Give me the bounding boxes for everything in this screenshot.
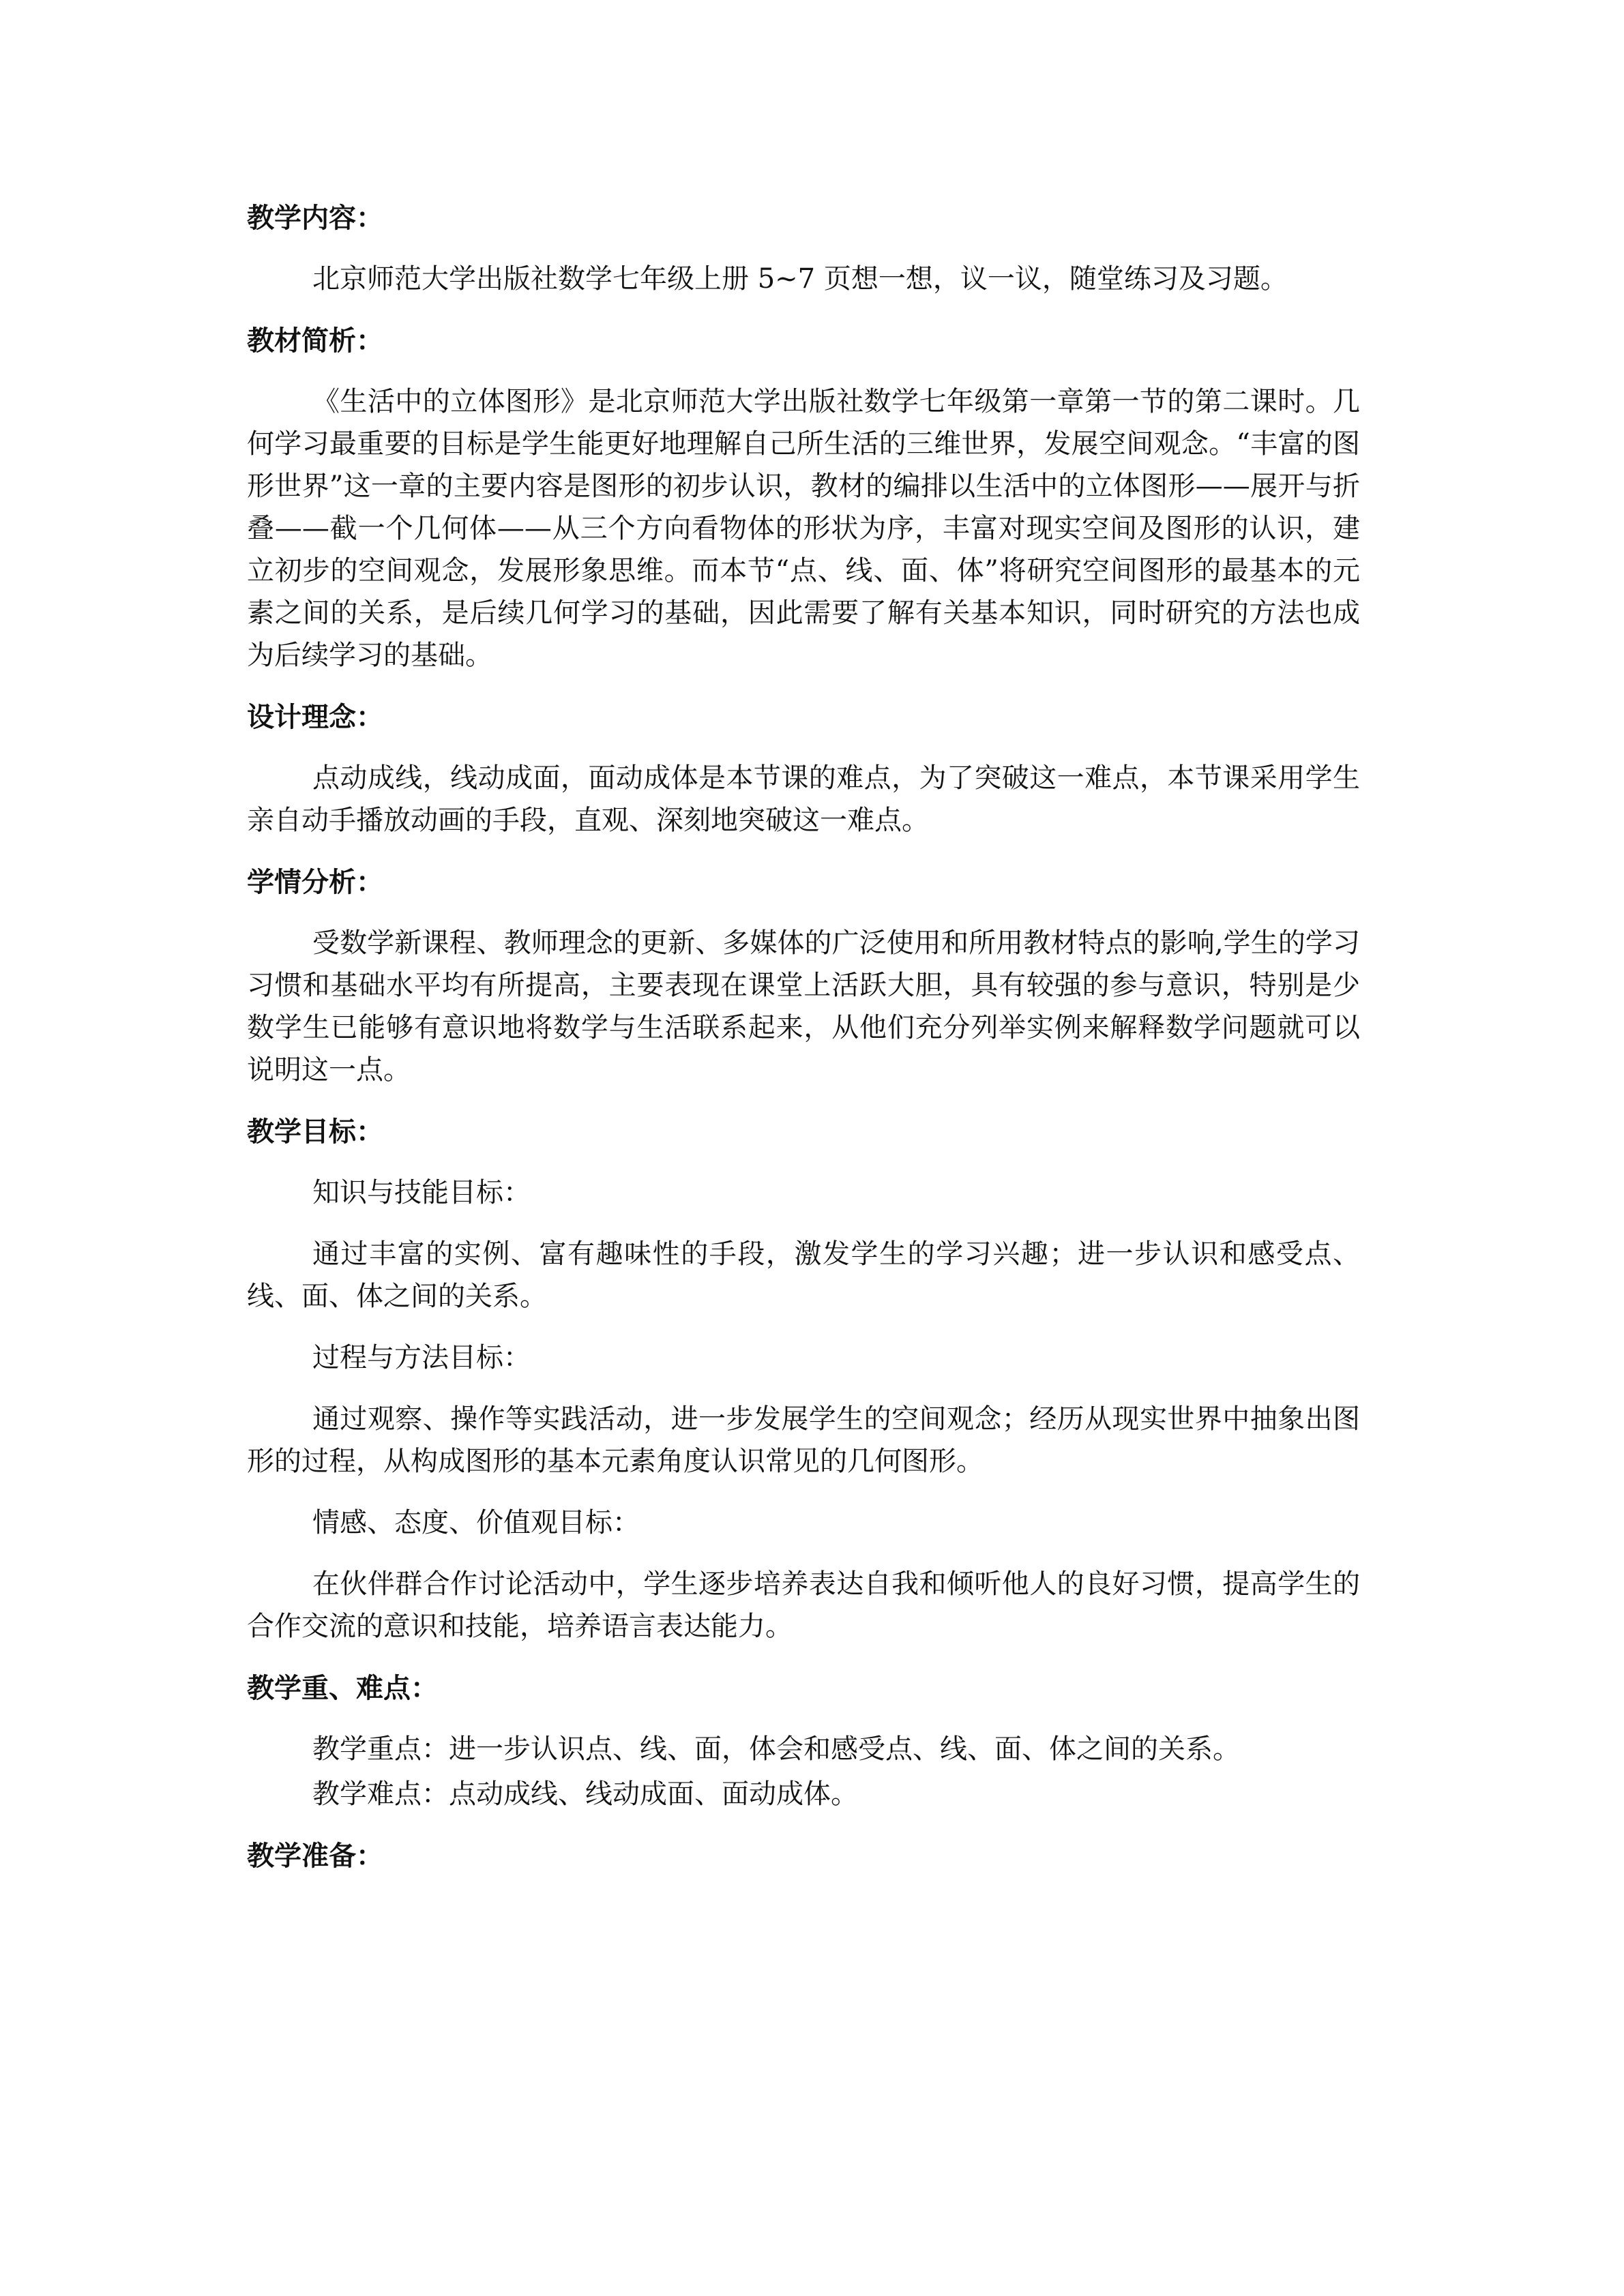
heading-teaching-content: 教学内容：: [247, 203, 383, 234]
paragraph-textbook-analysis: 《生活中的立体图形》是北京师范大学出版社数学七年级第一章第一节的第二课时。几何学习最重要的目标是学生能更好地理解自己所生活的三维世界，发展空间观念。“丰富的图形世界”这一章的主要内容是图形的初步认识，教材的编排以生活中的立体图形——展开与折叠——截一个几何体——从三个方向看物体的形状为序，丰富对现实空间及图形的认识，建立初步的空间观念，发展形象思维。而本节“点、线、面、体”将研究空间图形的最基本的元素之间的关系，是后续几何学习的基础，因此需要了解有关基本知识，同时研究的方法也成为后续学习的基础。: [247, 386, 1360, 671]
heading-teaching-preparation: 教学准备：: [247, 1840, 383, 1872]
label-knowledge-goals: 知识与技能目标：: [312, 1177, 531, 1208]
paragraph-difficult-point: 教学难点：点动成线、线动成面、面动成体。: [312, 1778, 858, 1810]
heading-key-difficult-points: 教学重、难点：: [247, 1673, 438, 1704]
paragraph-process-goals: 通过观察、操作等实践活动，进一步发展学生的空间观念；经历从现实世界中抽象出图形的过程，从构成图形的基本元素角度认识常见的几何图形。: [247, 1403, 1360, 1477]
heading-textbook-analysis: 教材简析：: [247, 325, 383, 357]
paragraph-design-concept: 点动成线，线动成面，面动成体是本节课的难点，为了突破这一难点，本节课采用学生亲自动手播放动画的手段，直观、深刻地突破这一难点。: [247, 762, 1360, 836]
label-emotion-goals: 情感、态度、价值观目标：: [312, 1507, 640, 1538]
heading-design-concept: 设计理念：: [247, 702, 383, 733]
paragraph-student-analysis: 受数学新课程、教师理念的更新、多媒体的广泛使用和所用教材特点的影响,学生的学习习惯和基础水平均有所提高，主要表现在课堂上活跃大胆，具有较强的参与意识，特别是少数学生已能够有意识地将数学与生活联系起来，从他们充分列举实例来解释数学问题就可以说明这一点。: [247, 927, 1360, 1086]
heading-teaching-goals: 教学目标：: [247, 1116, 383, 1148]
paragraph-teaching-content: 北京师范大学出版社数学七年级上册 5~7 页想一想，议一议，随堂练习及习题。: [312, 263, 1288, 295]
paragraph-emotion-goals: 在伙伴群合作讨论活动中，学生逐步培养表达自我和倾听他人的良好习惯，提高学生的合作交流的意识和技能，培养语言表达能力。: [247, 1568, 1360, 1642]
paragraph-key-point: 教学重点：进一步认识点、线、面，体会和感受点、线、面、体之间的关系。: [312, 1733, 1240, 1765]
label-process-goals: 过程与方法目标：: [312, 1342, 531, 1373]
document-body: [247, 196, 1360, 1896]
heading-student-analysis: 学情分析：: [247, 867, 383, 898]
paragraph-knowledge-goals: 通过丰富的实例、富有趣味性的手段，激发学生的学习兴趣；进一步认识和感受点、线、面、体之间的关系。: [247, 1238, 1360, 1312]
